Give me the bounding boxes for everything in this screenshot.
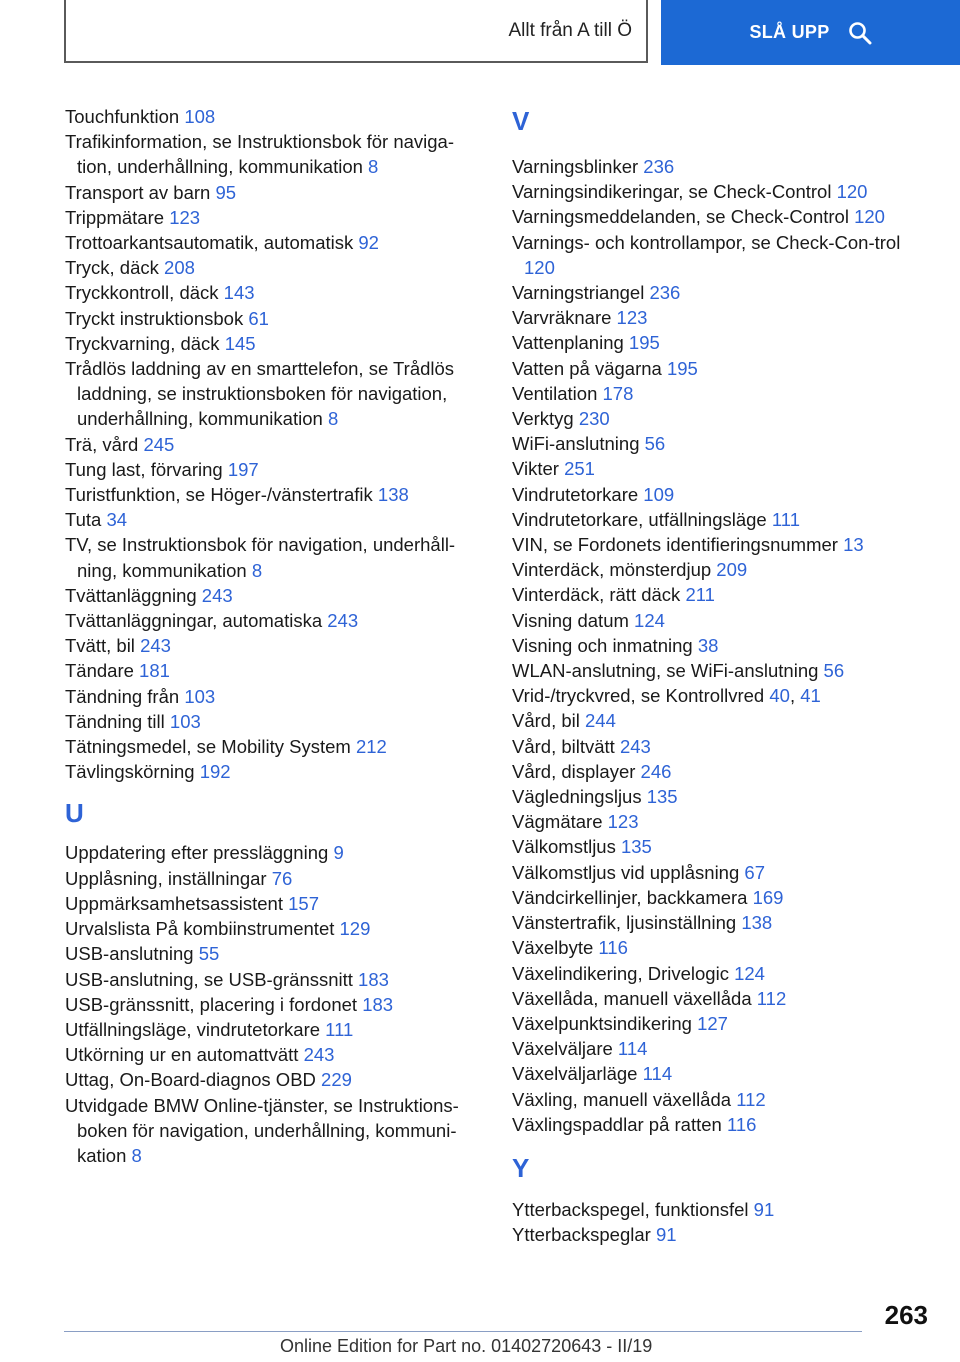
index-column-left <box>65 104 485 1168</box>
page-reference-link[interactable]: 244 <box>585 710 616 732</box>
index-entry <box>65 866 485 891</box>
index-entry-label: Upplåsning, inställningar <box>65 867 267 889</box>
index-entry-label: USB-anslutning <box>65 943 194 965</box>
page-reference-link[interactable]: 120 <box>854 206 885 228</box>
a-to-z-label: Allt från A till Ö <box>508 19 632 41</box>
index-entry-label: Urvalslista På kombiinstrumentet <box>65 918 335 940</box>
index-entry-label: Utvidgade BMW Online-tjänster, se Instruktions‐boken för navigation, underhållning, kommuni‐kation <box>65 1094 459 1166</box>
index-entry-label: Vinterdäck, mönsterdjup <box>512 559 712 581</box>
index-entry <box>65 532 485 582</box>
index-entry <box>512 557 932 582</box>
edition-footer: Online Edition for Part no. 01402720643 - II/19 <box>280 1336 653 1356</box>
index-entry-label: Varningsindikeringar, se Check-Control <box>512 181 832 203</box>
index-entry <box>65 457 485 482</box>
page-reference-link[interactable]: 123 <box>616 307 648 329</box>
index-entry <box>512 507 932 532</box>
index-entry <box>512 280 932 305</box>
index-entry-label: Tändning till <box>65 710 165 732</box>
index-entry-label: Trådlös laddning av en smarttelefon, se Trådlös laddning, se instruktionsboken för navigation, underhållning, kommunikation <box>65 358 455 430</box>
a-to-z-tab[interactable] <box>64 0 648 63</box>
index-entry <box>512 860 932 885</box>
page-reference-link[interactable]: 38 <box>697 634 719 656</box>
index-entry <box>512 910 932 935</box>
index-entry <box>512 734 932 759</box>
page-number: 263 <box>884 1300 928 1330</box>
index-entry <box>65 608 485 633</box>
index-entry <box>512 1222 932 1247</box>
page-reference-link[interactable]: 229 <box>321 1069 352 1091</box>
index-entry-label: Vård, biltvätt <box>512 735 615 757</box>
page-reference-link[interactable]: 9 <box>333 842 344 864</box>
page-reference-link[interactable]: 169 <box>752 886 784 908</box>
index-entry <box>512 1112 932 1137</box>
page-reference-link[interactable]: 56 <box>823 660 845 682</box>
index-entry <box>512 986 932 1011</box>
index-entry-label: Trä, vård <box>65 433 139 455</box>
index-entry <box>65 432 485 457</box>
page-reference-link[interactable]: 112 <box>736 1088 766 1110</box>
page-reference-link[interactable]: 251 <box>564 458 595 480</box>
page-reference-link[interactable]: 123 <box>169 206 201 228</box>
index-entry <box>65 633 485 658</box>
index-entry-label: Vård, displayer <box>512 760 636 782</box>
index-entry <box>512 1197 932 1222</box>
page-reference-link[interactable]: 76 <box>271 867 293 889</box>
entries-u-group <box>65 840 485 1168</box>
page-reference-link[interactable]: 55 <box>198 943 220 965</box>
index-entry-label: Tryckvarning, däck <box>65 332 220 354</box>
index-entry-label: Vård, bil <box>512 710 580 732</box>
page-reference-link[interactable]: 124 <box>734 962 765 984</box>
index-entry <box>65 1093 485 1169</box>
index-entry-label: Uttag, On-Board-diagnos OBD <box>65 1069 316 1091</box>
entries-y-group <box>512 1197 932 1247</box>
index-entry-label: Växling, manuell växellåda <box>512 1088 732 1110</box>
index-entry-label: TV, se Instruktionsbok för navigation, underhåll‐ning, kommunikation <box>65 534 456 581</box>
index-entry-label: Tätningsmedel, se Mobility System <box>65 736 351 758</box>
page-reference-link[interactable]: 8 <box>327 408 339 430</box>
index-entry-label: Utfällningsläge, vindrutetorkare <box>65 1018 321 1040</box>
index-entry-label: Tändning från <box>65 685 180 707</box>
index-entry-label: Tuta <box>65 509 102 531</box>
page-reference-link[interactable]: 123 <box>607 811 639 833</box>
page-reference-link[interactable]: 246 <box>640 760 672 782</box>
page-reference-link[interactable]: 157 <box>288 892 319 914</box>
index-entry-label: Verktyg <box>512 408 574 430</box>
index-entry-label: VIN, se Fordonets identifieringsnummer <box>512 534 838 556</box>
page-reference-link[interactable]: 8 <box>251 559 263 581</box>
page-reference-link[interactable]: 145 <box>224 332 256 354</box>
page-reference-link[interactable]: 34 <box>106 509 128 531</box>
index-entry <box>512 708 932 733</box>
index-entry-label: Varvräknare <box>512 307 612 329</box>
index-entry <box>512 204 932 229</box>
page-reference-link[interactable]: 243 <box>140 635 171 657</box>
index-entry-label: Vatten på vägarna <box>512 357 662 379</box>
page-reference-link[interactable]: 103 <box>184 685 216 707</box>
index-entry-label: Visning datum <box>512 609 629 631</box>
index-entry-label: Trippmätare <box>65 206 165 228</box>
index-entry <box>512 179 932 204</box>
index-entry <box>65 992 485 1017</box>
page-reference-link[interactable]: 181 <box>139 660 170 682</box>
index-entry-label: Välkomstljus <box>512 836 616 858</box>
page-reference-link[interactable]: 8 <box>368 156 379 178</box>
index-entry-label: Vägmätare <box>512 811 603 833</box>
page-reference-link[interactable]: 208 <box>164 257 195 279</box>
index-entry-label: Vrid-/tryckvred, se Kontrollvred <box>512 685 765 707</box>
page-reference-link[interactable]: 178 <box>602 382 634 404</box>
page-reference-link[interactable]: 40 <box>769 685 790 707</box>
index-entry <box>65 1067 485 1092</box>
page-reference-link[interactable]: 192 <box>199 761 231 783</box>
index-entry <box>65 583 485 608</box>
page-reference-link[interactable]: 183 <box>358 968 389 990</box>
index-entry <box>512 330 932 355</box>
index-entry-label: USB-gränssnitt, placering i fordonet <box>65 993 358 1015</box>
page-reference-link[interactable]: 243 <box>303 1044 335 1066</box>
page-reference-link[interactable]: 124 <box>634 609 665 631</box>
index-entry <box>65 205 485 230</box>
index-entry-label: WiFi-anslutning <box>512 433 640 455</box>
page-reference-link[interactable]: 197 <box>227 458 259 480</box>
page-reference-link[interactable]: 67 <box>744 861 765 883</box>
index-entry-label: Vattenplaning <box>512 332 624 354</box>
page-reference-link[interactable]: 8 <box>131 1144 142 1166</box>
index-entry <box>65 891 485 916</box>
index-entry <box>512 658 932 683</box>
index-entry-label: Ytterbackspeglar <box>512 1224 651 1246</box>
page-reference-link[interactable]: 103 <box>169 710 201 732</box>
page-reference-link[interactable]: 116 <box>726 1113 757 1135</box>
index-entry <box>512 935 932 960</box>
index-entry <box>512 431 932 456</box>
page-reference-link[interactable]: 236 <box>643 156 675 177</box>
index-entry-label: Växlingspaddlar på ratten <box>512 1113 722 1135</box>
search-button[interactable] <box>661 0 960 65</box>
page-reference-link[interactable]: 91 <box>753 1198 775 1220</box>
index-entry <box>512 381 932 406</box>
index-entry-label: Trafikinformation, se Instruktionsbok för naviga‐tion, underhållning, kommunikation <box>65 131 455 178</box>
index-entry <box>512 1061 932 1086</box>
index-entry <box>65 230 485 255</box>
page-reference-link[interactable]: 91 <box>655 1224 677 1246</box>
index-entry <box>512 1011 932 1036</box>
index-entry-label: Tvättanläggningar, automatiska <box>65 610 323 632</box>
index-entry <box>512 532 932 557</box>
index-entry <box>65 967 485 992</box>
index-entry <box>65 306 485 331</box>
entries-v-group <box>512 154 932 1137</box>
index-entry: Vrid-/tryckvred, se Kontrollvred 40, 41 <box>512 685 821 707</box>
page-reference-link[interactable]: 120 <box>524 256 555 278</box>
index-entry-label: Turistfunktion, se Höger-/vänstertrafik <box>65 484 373 506</box>
index-entry <box>65 331 485 356</box>
page-reference-link[interactable]: 116 <box>598 937 628 959</box>
page-reference-link[interactable]: 13 <box>843 534 864 556</box>
page-reference-link[interactable]: 195 <box>666 357 698 379</box>
index-entry <box>65 180 485 205</box>
page-reference-link[interactable]: 138 <box>377 484 409 506</box>
index-entry-label: Varnings- och kontrollampor, se Check-Con‐trol <box>512 231 901 253</box>
index-entry <box>65 104 485 129</box>
letter-heading-y: Y <box>512 1152 530 1183</box>
page-reference-link[interactable]: 243 <box>619 735 651 757</box>
index-entry <box>65 255 485 280</box>
index-entry <box>512 961 932 986</box>
page-reference-link[interactable]: 41 <box>800 685 821 707</box>
index-entry <box>512 456 932 481</box>
index-entry <box>512 356 932 381</box>
page-reference-link[interactable]: 245 <box>143 433 175 455</box>
page-reference-link[interactable]: 92 <box>358 232 379 254</box>
index-entry-label: Växelväljarläge <box>512 1063 638 1085</box>
index-entry-label: Växelpunktsindikering <box>512 1012 692 1034</box>
letter-heading-v: V <box>512 106 530 136</box>
index-entry <box>65 1017 485 1042</box>
index-entry <box>512 1036 932 1061</box>
index-entry-label: USB-anslutning, se USB-gränssnitt <box>65 968 353 990</box>
page-reference-link[interactable]: 243 <box>201 584 233 606</box>
index-entry-label: Tvättanläggning <box>65 584 197 606</box>
page-reference-link[interactable]: 230 <box>578 408 610 430</box>
index-entry-label: Tryckkontroll, däck <box>65 282 219 304</box>
index-entry-label: Vändcirkellinjer, backkamera <box>512 886 748 908</box>
index-entry <box>512 230 932 280</box>
index-entry <box>512 1087 932 1112</box>
index-entry <box>65 356 485 432</box>
page-reference-link[interactable]: 111 <box>325 1018 354 1040</box>
index-entry-label: Vindrutetorkare <box>512 483 639 505</box>
search-icon <box>848 21 872 45</box>
index-entry-label: Varningstriangel <box>512 282 645 304</box>
page-reference-link[interactable]: 211 <box>685 584 715 606</box>
letter-heading-u: U <box>65 798 84 829</box>
index-entry-label: Visning och inmatning <box>512 634 693 656</box>
index-column-right <box>512 104 932 1247</box>
index-entry-label: Vänstertrafik, ljusinställning <box>512 912 737 934</box>
page-reference-link[interactable]: 114 <box>642 1063 673 1085</box>
index-entry-label: Växelbyte <box>512 937 594 959</box>
page-reference-link[interactable]: 135 <box>620 836 652 858</box>
page-reference-link[interactable]: 112 <box>756 987 787 1009</box>
page-reference-link[interactable]: 114 <box>617 1038 648 1060</box>
index-entry <box>512 784 932 809</box>
index-entry-label: Utkörning ur en automattvätt <box>65 1044 299 1066</box>
index-entry-label: Vinterdäck, rätt däck <box>512 584 681 606</box>
page-reference-link[interactable]: 212 <box>355 736 387 758</box>
page-reference-link[interactable]: 236 <box>649 282 681 304</box>
index-entry-label: Vägledningsljus <box>512 786 642 808</box>
index-entry <box>65 840 485 865</box>
index-entry <box>512 582 932 607</box>
page-reference-link[interactable]: 108 <box>184 106 216 127</box>
page-reference-link[interactable]: 143 <box>223 282 255 304</box>
page-reference-link[interactable]: 95 <box>215 181 237 203</box>
index-entry-label: Vindrutetorkare, utfällningsläge <box>512 508 767 530</box>
index-entry <box>512 406 932 431</box>
index-entry <box>65 734 485 759</box>
index-entry <box>65 1042 485 1067</box>
index-entry-label: Trottoarkantsautomatik, automatisk <box>65 232 354 254</box>
index-entry <box>512 834 932 859</box>
page-reference-link[interactable]: 243 <box>327 610 359 632</box>
index-entry <box>512 154 932 179</box>
index-entry-label: Transport av barn <box>65 181 211 203</box>
page-reference-link[interactable]: 138 <box>741 912 773 934</box>
index-entry <box>512 305 932 330</box>
index-entry-label: Tung last, förvaring <box>65 458 223 480</box>
index-entry <box>512 809 932 834</box>
page-reference-link[interactable]: 127 <box>697 1012 728 1034</box>
top-bar <box>0 0 960 66</box>
index-entry <box>65 507 485 532</box>
index-entry <box>512 759 932 784</box>
index-entry-label: Ventilation <box>512 382 598 404</box>
index-entry-label: Välkomstljus vid upplåsning <box>512 861 740 883</box>
page-reference-link[interactable]: 183 <box>362 993 394 1015</box>
index-entry <box>65 482 485 507</box>
page-reference-link[interactable]: 209 <box>716 559 748 581</box>
index-entry <box>512 482 932 507</box>
index-entry-label: Tryckt instruktionsbok <box>65 307 244 329</box>
page-reference-link[interactable]: 61 <box>248 307 269 329</box>
page-reference-link[interactable]: 135 <box>646 786 678 808</box>
page-reference-link[interactable]: 56 <box>644 433 666 455</box>
index-entry <box>65 684 485 709</box>
page-reference-link[interactable]: 195 <box>628 332 660 354</box>
entries-t-group <box>65 104 485 784</box>
page-reference-link[interactable]: 129 <box>339 918 371 940</box>
index-entry <box>65 941 485 966</box>
index-entry-label: Växelindikering, Drivelogic <box>512 962 729 984</box>
search-label: SLÅ UPP <box>749 22 830 42</box>
index-entry-label: Tändare <box>65 660 134 682</box>
index-entry-label: Varningsblinker <box>512 156 639 177</box>
page-reference-link[interactable]: 120 <box>836 181 868 203</box>
index-entry-label: Uppmärksamhetsassistent <box>65 892 283 914</box>
index-entry-label: Touchfunktion <box>65 106 180 127</box>
index-entry <box>65 759 485 784</box>
footer-divider <box>64 1331 862 1332</box>
index-entry-label: WLAN-anslutning, se WiFi-anslutning <box>512 660 819 682</box>
index-entry-label: Växelväljare <box>512 1038 613 1060</box>
index-entry <box>65 129 485 179</box>
page-reference-link[interactable]: 111 <box>771 508 800 530</box>
index-entry <box>65 658 485 683</box>
index-entry-label: Varningsmeddelanden, se Check-Control <box>512 206 849 228</box>
index-entry-label: Tvätt, bil <box>65 635 135 657</box>
index-entry <box>512 633 932 658</box>
page-reference-link[interactable]: 109 <box>643 483 675 505</box>
index-entry-label: Ytterbackspegel, funktionsfel <box>512 1198 749 1220</box>
index-entry-label: Vikter <box>512 458 559 480</box>
index-entry <box>512 885 932 910</box>
index-entry <box>512 608 932 633</box>
index-entry-label: Tävlingskörning <box>65 761 195 783</box>
index-entry-label: Uppdatering efter pressläggning <box>65 842 329 864</box>
index-entry-label: Växellåda, manuell växellåda <box>512 987 752 1009</box>
index-entry <box>65 280 485 305</box>
index-entry <box>65 709 485 734</box>
index-entry-label: Tryck, däck <box>65 257 159 279</box>
index-entry <box>65 916 485 941</box>
